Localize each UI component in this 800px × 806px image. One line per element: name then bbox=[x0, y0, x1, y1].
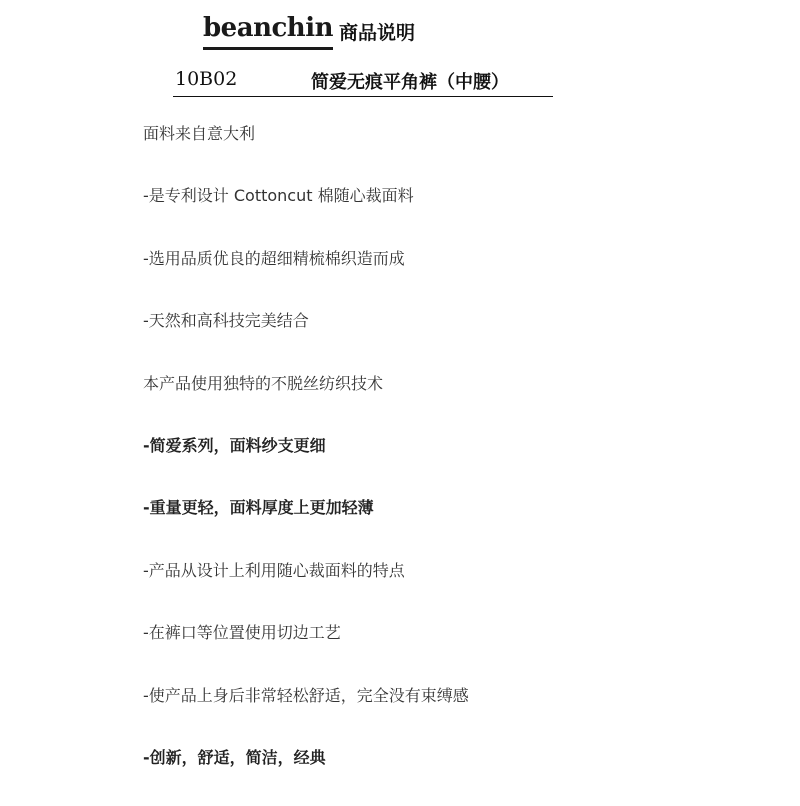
description-line: -是专利设计 Cottoncut 棉随心裁面料 bbox=[143, 186, 414, 206]
product-name: 简爱无痕平角裤（中腰） bbox=[311, 72, 509, 93]
page-header bbox=[203, 8, 415, 52]
brand-logo-text: beanchin bbox=[203, 13, 333, 43]
logo-underline bbox=[203, 47, 333, 50]
description-line-bold: -简爱系列，面料纱支更细 bbox=[143, 435, 326, 455]
product-code: 10B02 bbox=[175, 68, 238, 90]
description-list bbox=[143, 120, 469, 806]
brand-logo bbox=[203, 8, 333, 52]
description-line: 本产品使用独特的不脱丝纺织技术 bbox=[143, 373, 384, 393]
description-line: -天然和高科技完美结合 bbox=[143, 311, 309, 331]
product-heading bbox=[173, 66, 553, 97]
description-line-bold: -创新，舒适，简洁，经典 bbox=[143, 747, 326, 767]
page-title: 商品说明 bbox=[339, 22, 416, 44]
description-line: -在裤口等位置使用切边工艺 bbox=[143, 623, 341, 643]
description-line: -使产品上身后非常轻松舒适，完全没有束缚感 bbox=[143, 685, 469, 705]
description-line-bold: -重量更轻，面料厚度上更加轻薄 bbox=[143, 498, 374, 518]
description-line: -选用品质优良的超细精梳棉织造而成 bbox=[143, 248, 405, 268]
description-line: -产品从设计上利用随心裁面料的特点 bbox=[143, 560, 405, 580]
description-line: 面料来自意大利 bbox=[143, 124, 256, 143]
